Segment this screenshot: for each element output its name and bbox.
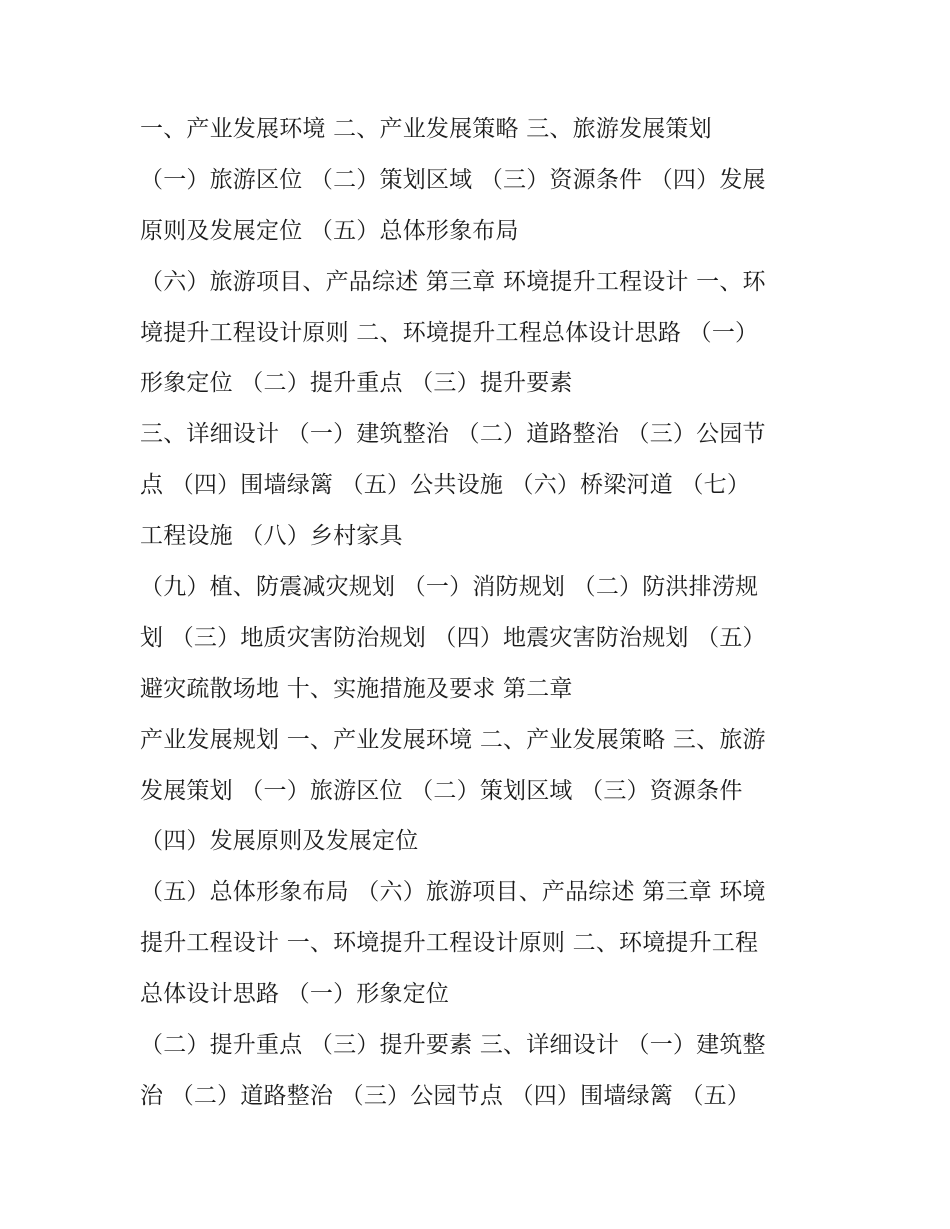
- text-line: 发展策划 （一）旅游区位 （二）策划区域 （三）资源条件: [140, 777, 743, 804]
- text-line: 产业发展规划 一、产业发展环境 二、产业发展策略 三、旅游: [140, 726, 766, 753]
- text-line: 治 （二）道路整治 （三）公园节点 （四）围墙绿篱 （五）: [140, 1082, 751, 1109]
- text-line: 三、详细设计 （一）建筑整治 （二）道路整治 （三）公园节: [140, 421, 766, 448]
- text-line: 总体设计思路 （一）形象定位: [140, 981, 450, 1008]
- text-line: 工程设施 （八）乡村家具: [140, 523, 403, 550]
- text-line: 点 （四）围墙绿篱 （五）公共设施 （六）桥梁河道 （七）: [140, 472, 751, 499]
- text-line: （五）总体形象布局 （六）旅游项目、产品综述 第三章 环境: [140, 879, 766, 906]
- text-line: （二）提升重点 （三）提升要素 三、详细设计 （一）建筑整: [140, 1032, 766, 1059]
- text-line: 原则及发展定位 （五）总体形象布局: [140, 217, 519, 244]
- text-line: （九）植、防震减灾规划 （一）消防规划 （二）防洪排涝规: [140, 574, 759, 601]
- text-line: （六）旅游项目、产品综述 第三章 环境提升工程设计 一、环: [140, 268, 766, 295]
- text-line: （一）旅游区位 （二）策划区域 （三）资源条件 （四）发展: [140, 166, 766, 193]
- text-line: 划 （三）地质灾害防治规划 （四）地震灾害防治规划 （五）: [140, 624, 766, 651]
- text-line: 避灾疏散场地 十、实施措施及要求 第二章: [140, 675, 573, 702]
- text-line: 形象定位 （二）提升重点 （三）提升要素: [140, 370, 573, 397]
- text-line: 一、产业发展环境 二、产业发展策略 三、旅游发展策划: [140, 116, 712, 142]
- body-text: [140, 104, 820, 1122]
- text-line: 提升工程设计 一、环境提升工程设计原则 二、环境提升工程: [140, 930, 759, 957]
- text-line: 境提升工程设计原则 二、环境提升工程总体设计思路 （一）: [140, 319, 759, 346]
- text-line: （四）发展原则及发展定位: [140, 828, 419, 855]
